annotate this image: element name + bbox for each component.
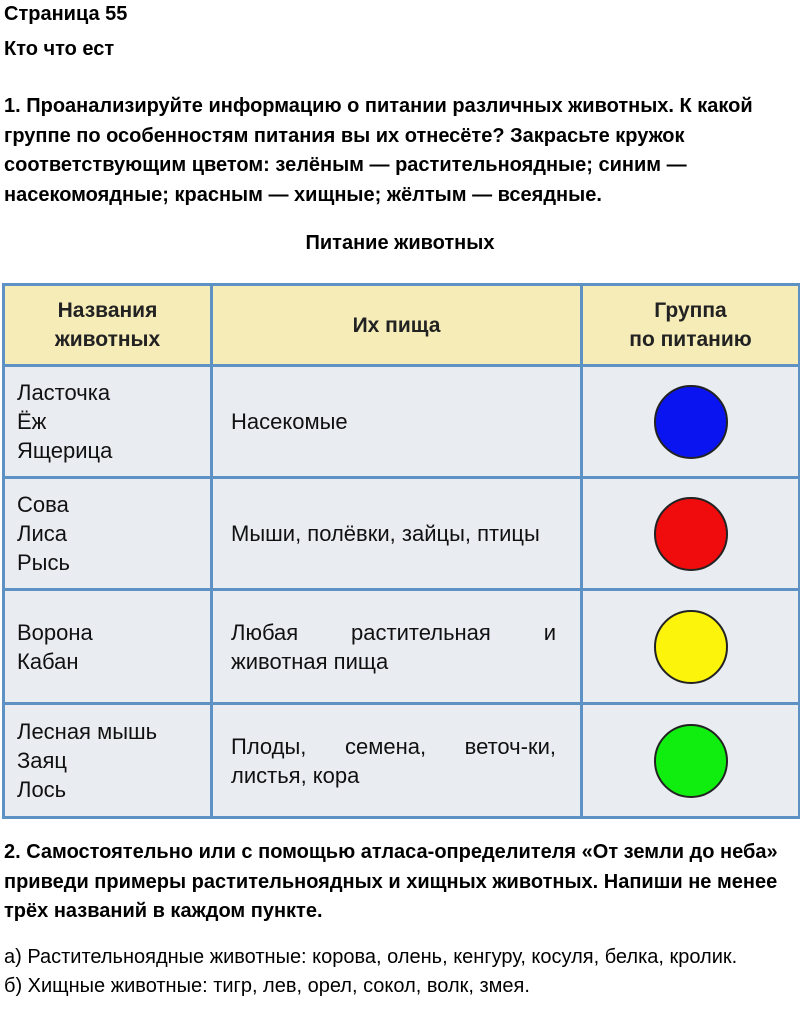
- food-cell: Плоды, семена, веточ-ки, листья, кора: [212, 704, 582, 818]
- answer-herbivores: а) Растительноядные животные: корова, олень, кенгуру, косуля, белка, кролик.: [4, 946, 738, 968]
- group-color-circle[interactable]: [654, 610, 728, 684]
- group-cell: [582, 590, 800, 704]
- table-row: [4, 366, 800, 478]
- animal-name: Кабан: [17, 648, 79, 674]
- group-color-circle[interactable]: [654, 724, 728, 798]
- group-cell: [582, 704, 800, 818]
- header-names-line2: животных: [54, 328, 161, 351]
- table-row: [4, 478, 800, 590]
- animal-name: Лиса: [17, 521, 67, 546]
- answer-predators: б) Хищные животные: тигр, лев, орел, сокол, волк, змея.: [4, 974, 530, 997]
- animal-name: Ворона: [17, 619, 93, 645]
- group-cell: [582, 366, 800, 478]
- animal-name: Лесная мышь: [17, 719, 158, 744]
- header-food: Их пища: [212, 285, 582, 366]
- table-title: Питание животных: [305, 232, 495, 254]
- header-names-line1: Названия: [57, 299, 158, 322]
- animal-name: Ящерица: [17, 438, 113, 463]
- animal-name: Сова: [17, 492, 69, 517]
- group-color-circle[interactable]: [654, 497, 728, 571]
- animal-name: Лось: [17, 777, 67, 802]
- page-label: Страница 55: [4, 3, 128, 25]
- task-1-text: 1. Проанализируйте информацию о питании различных животных. К какой группе по особенностям питания вы их отнесёте? Закрасьте кружок соответствующим цветом: зелёным — растительноядные; синим — насекомоядные; красным — хищные; жёлтым — всеядные.: [4, 95, 753, 206]
- topic-title: Кто что ест: [4, 38, 115, 60]
- food-cell: Любая растительная и животная пища: [212, 590, 582, 704]
- animal-names-cell: [4, 590, 212, 704]
- animal-name: Ласточка: [17, 380, 111, 405]
- animal-name: Заяц: [17, 748, 68, 773]
- group-cell: [582, 478, 800, 590]
- header-animal-names: [4, 285, 212, 366]
- answers: [4, 943, 796, 1000]
- table-row: [4, 590, 800, 704]
- table-row: [4, 704, 800, 818]
- header-group-line2: по питанию: [629, 328, 752, 351]
- animal-names-cell: [4, 366, 212, 478]
- food-cell: Мыши, полёвки, зайцы, птицы: [212, 478, 582, 590]
- animal-name: Рысь: [17, 550, 70, 575]
- animal-names-cell: [4, 478, 212, 590]
- animal-name: Ёж: [17, 409, 47, 434]
- group-color-circle[interactable]: [654, 385, 728, 459]
- header-group-line1: Группа: [654, 299, 727, 322]
- header-group: [582, 285, 800, 366]
- food-cell: Насекомые: [212, 366, 582, 478]
- nutrition-table: [2, 283, 798, 815]
- task-2-text: 2. Самостоятельно или с помощью атласа-определителя «От земли до неба» приведи примеры растительноядных и хищных животных. Напиши не менее трёх названий в каждом пункте.: [4, 841, 778, 922]
- animal-names-cell: [4, 704, 212, 818]
